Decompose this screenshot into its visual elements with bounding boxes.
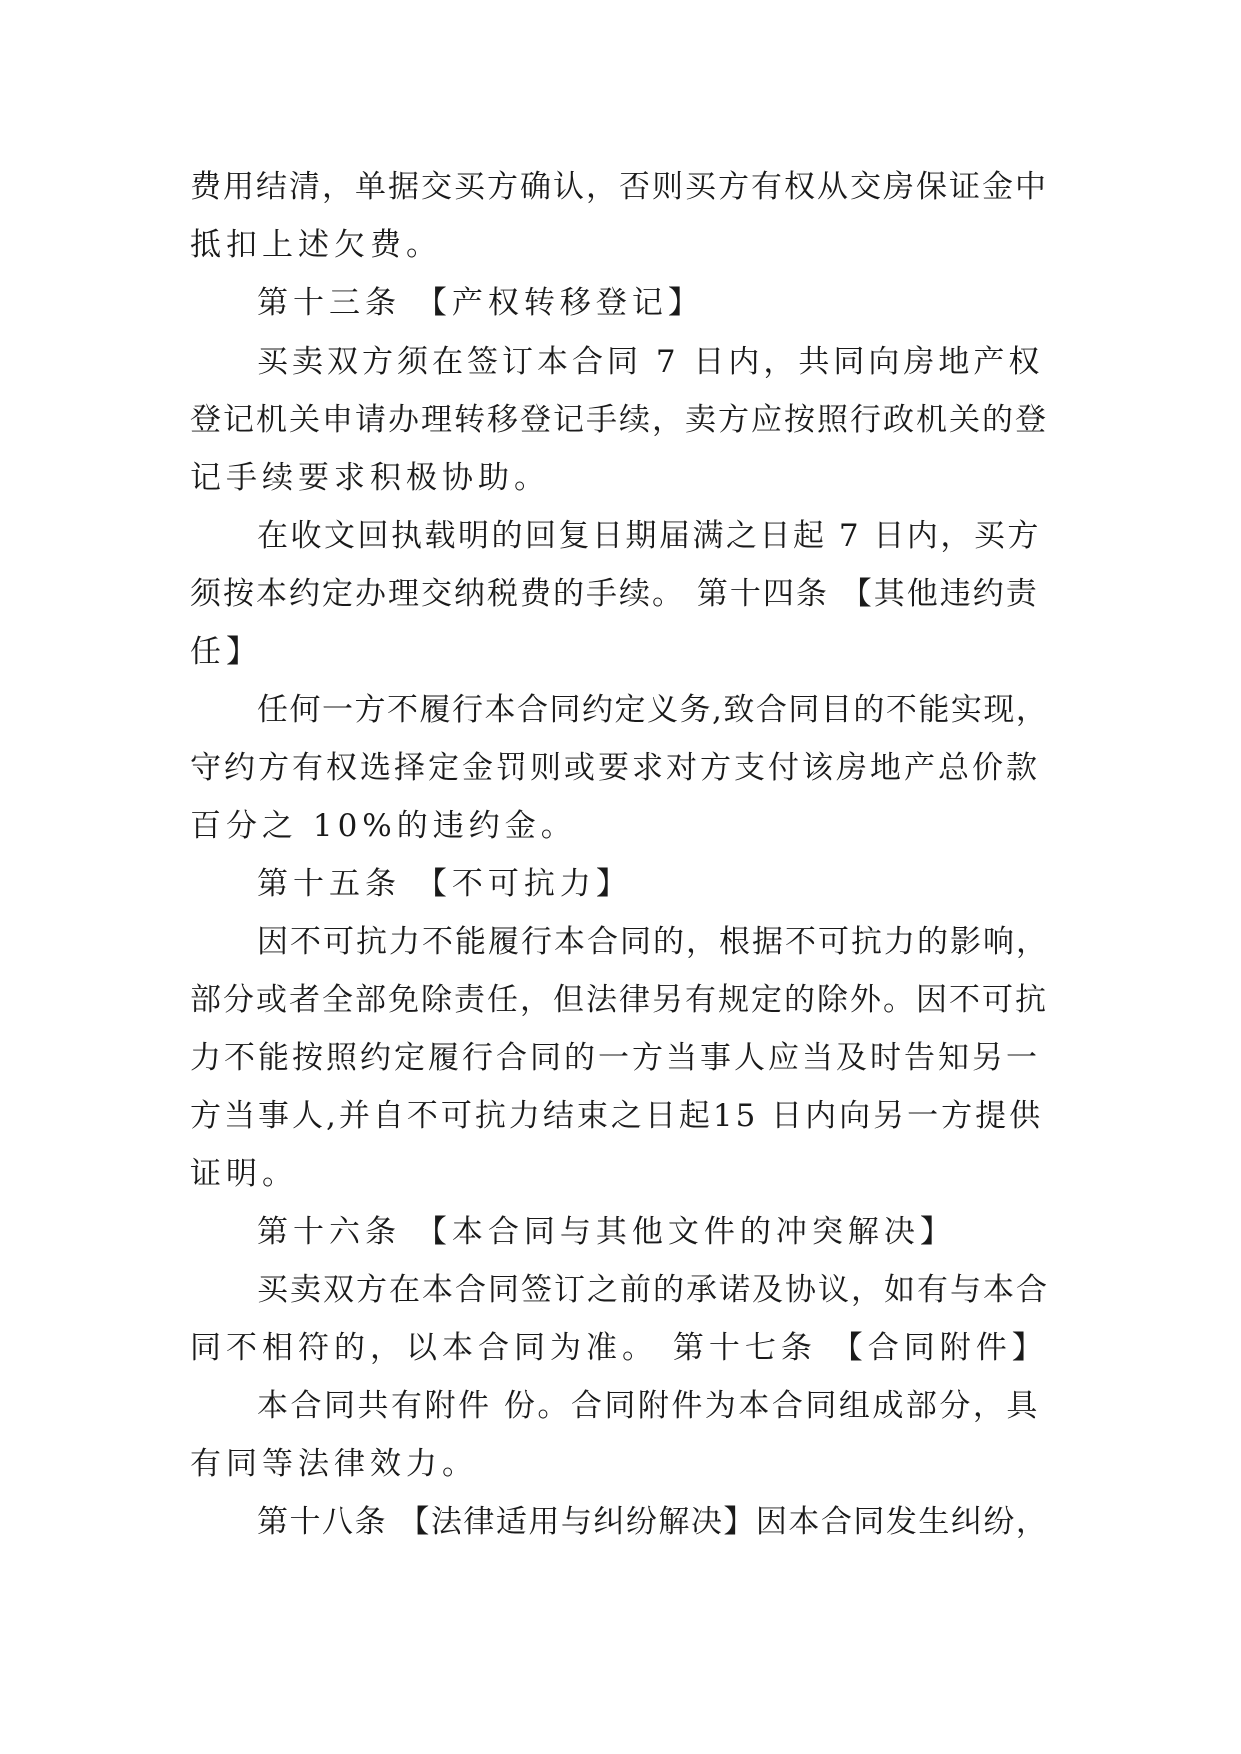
- text-line: 费用结清，单据交买方确认，否则买方有权从交房保证金中: [190, 169, 1048, 205]
- section-heading: 第十八条 【法律适用与纠纷解决】因本合同发生纠纷，: [257, 1504, 1049, 1540]
- text-line: 登记机关申请办理转移登记手续，卖方应按照行政机关的登: [190, 402, 1048, 438]
- section-heading: 第十三条 【产权转移登记】: [257, 285, 704, 321]
- section-heading: 第十六条 【本合同与其他文件的冲突解决】: [257, 1214, 956, 1250]
- text-line: 任何一方不履行本合同约定义务,致合同目的不能实现，: [257, 692, 1049, 728]
- text-line: 须按本约定办理交纳税费的手续。 第十四条 【其他违约责: [190, 576, 1039, 612]
- text-line: 同不相符的，以本合同为准。 第十七条 【合同附件】: [190, 1330, 1048, 1366]
- text-line: 抵扣上述欠费。: [190, 227, 442, 263]
- text-line: 力不能按照约定履行合同的一方当事人应当及时告知另一: [190, 1040, 1040, 1076]
- text-line: 买卖双方须在签订本合同 7 日内，共同向房地产权: [257, 344, 1044, 380]
- text-line: 本合同共有附件 份。合同附件为本合同组成部分，具: [257, 1388, 1040, 1424]
- text-line: 任】: [190, 634, 262, 670]
- text-line: 在收文回执载明的回复日期届满之日起 7 日内，买方: [257, 518, 1041, 554]
- text-line: 记手续要求积极协助。: [190, 460, 550, 496]
- text-line: 有同等法律效力。: [190, 1446, 478, 1482]
- text-line: 证明。: [190, 1156, 298, 1192]
- text-line: 守约方有权选择定金罚则或要求对方支付该房地产总价款: [190, 750, 1040, 786]
- section-heading: 第十五条 【不可抗力】: [257, 866, 632, 902]
- text-line: 因不可抗力不能履行本合同的，根据不可抗力的影响，: [257, 924, 1049, 960]
- text-line: 买卖双方在本合同签订之前的承诺及协议，如有与本合: [257, 1272, 1049, 1308]
- text-line: 百分之 10%的违约金。: [190, 808, 577, 844]
- text-line: 方当事人,并自不可抗力结束之日起15 日内向另一方提供: [190, 1098, 1044, 1134]
- text-line: 部分或者全部免除责任，但法律另有规定的除外。因不可抗: [190, 982, 1048, 1018]
